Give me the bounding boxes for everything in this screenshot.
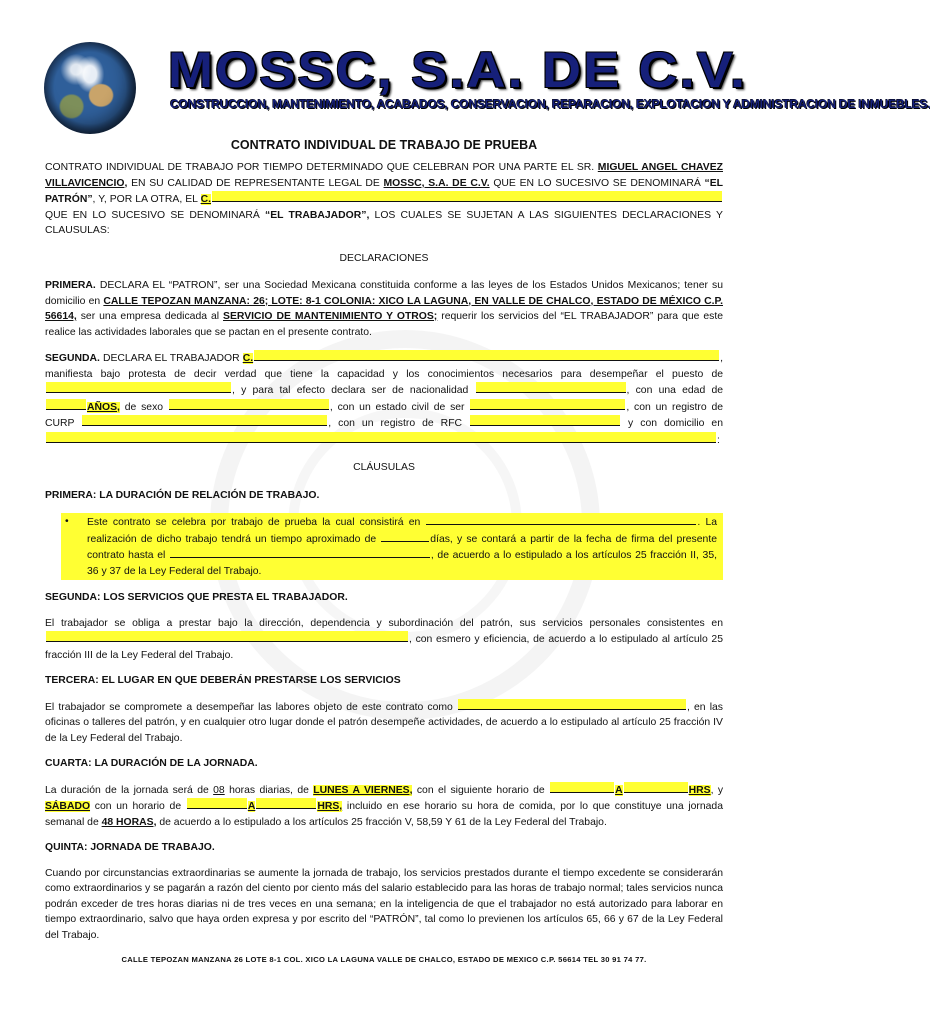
- globe-logo-icon: [44, 42, 136, 134]
- company-service: SERVICIO DE MANTENIMIENTO Y OTROS;: [223, 311, 438, 322]
- company-name: MOSSC, S.A. DE C.V.: [383, 177, 490, 189]
- segunda-text: , y para tal efecto declara ser de nacionalidad: [232, 385, 475, 396]
- clausula-primera-bullet: [61, 513, 723, 580]
- saturday-label: SÁBADO: [45, 801, 91, 812]
- worker-name-blank-2[interactable]: [254, 350, 719, 361]
- c4-text: con el siguiente horario de: [412, 784, 550, 796]
- intro-text: QUE EN LO SUCESIVO SE DENOMINARÁ: [489, 177, 705, 189]
- segunda-text: DECLARA EL TRABAJADOR: [99, 353, 243, 364]
- sat-start-blank[interactable]: [187, 798, 247, 809]
- trial-work-blank[interactable]: [426, 514, 696, 525]
- c4-text: incluido en ese horario su hora de comida, por lo que constituye una jornada semanal de: [45, 801, 723, 828]
- clausula-primera-heading: PRIMERA: LA DURACIÓN DE RELACIÓN DE TRABAJO.: [45, 489, 320, 501]
- primera-label: PRIMERA.: [45, 280, 96, 291]
- c4-text: de acuerdo a lo estipulado a los artículos 25 fracción V, 58,59 Y 61 de la Ley Federal del Trabajo.: [156, 816, 607, 828]
- intro-text: QUE EN LO SUCESIVO SE DENOMINARÁ: [45, 209, 266, 221]
- age-blank[interactable]: [46, 399, 86, 410]
- clausula-primera-text: Este contrato se celebra por trabajo de prueba la cual consistirá en . La realización de dicho trabajo tendrá un tiempo aproximado de días, y se contará a partir de la fecha de firma del presente contrato hasta el , de acuerdo a lo estipulado a los artículos 25 fracción II, 35, 36 y 37 de la Ley Federal del Trabajo.: [87, 514, 717, 579]
- clausula-tercera-heading: TERCERA: EL LUGAR EN QUE DEBERÁN PRESTARSE LOS SERVICIOS: [45, 675, 401, 686]
- declaracion-primera: [45, 278, 723, 340]
- daily-hours: 08: [213, 784, 225, 796]
- days-blank[interactable]: [381, 531, 429, 542]
- c1-text: días, y se contará a partir de la fecha de firma del presente contrato hasta el: [87, 533, 717, 561]
- segunda-text: , con una edad de: [626, 385, 723, 396]
- civil-status-blank[interactable]: [470, 399, 625, 410]
- clausula-cuarta-text: La duración de la jornada será de 08 horas diarias, de LUNES A VIERNES, con el siguiente horario de A HRS, y SÁBADO con un horario de A HRS, incluido en ese horario su hora de comida, por lo que constituye una jornada semanal de 48 HORAS, de acuerdo a lo estipulado a los artículos 25 fracción V, 58,59 Y 61 de la Ley Federal del Trabajo.: [45, 782, 723, 831]
- worker-name-blank[interactable]: [212, 191, 722, 202]
- address-blank[interactable]: [46, 432, 716, 443]
- clausula-segunda-heading: SEGUNDA: LOS SERVICIOS QUE PRESTA EL TRABAJADOR.: [45, 592, 348, 603]
- hrs-label: HRS: [688, 784, 711, 796]
- declaracion-segunda: SEGUNDA. DECLARA EL TRABAJADOR C. , manifiesta bajo protesta de decir verdad que tiene la capacidad y los conocimientos necesarios para desempeñar el puesto de , y para tal efecto declara ser de nacionalidad , con una edad de AÑOS, de sexo , con un estado civil de ser , con un registro de CURP , con un registro de RFC y con domicilio en :: [45, 350, 723, 448]
- trabajador-term: “EL TRABAJADOR”,: [265, 209, 370, 221]
- company-address: CALLE TEPOZAN MANZANA: 26; LOTE: 8-1 COLONIA: XICO LA LAGUNA, EN VALLE DE CHALCO, ESTADO DE MÉXICO C.P. 56614,: [45, 295, 723, 322]
- weekly-hours: 48 HORAS,: [101, 816, 157, 828]
- sex-blank[interactable]: [169, 399, 329, 410]
- c1-text: , de acuerdo a lo estipulado a los artículos 25 fracción II, 35, 36 y 37 de la Ley Federal del Trabajo.: [87, 550, 717, 577]
- segunda-text: , con un registro de CURP: [45, 401, 724, 429]
- c4-text: horas diarias, de: [224, 784, 314, 796]
- clausula-segunda-text: [45, 616, 723, 664]
- c3-text: , en las oficinas o talleres del patrón, y en cualquier otro lugar donde el patrón desempeñe actividades, de acuerdo a lo estipulado al artículo 25 fracción IV de la Ley Federal del Trabajo.: [45, 701, 723, 744]
- segunda-text: , con un registro de RFC: [328, 418, 470, 429]
- c2-text: El trabajador se obliga a prestar bajo la dirección, dependencia y subordinación del patrón, sus servicios personales consistentes en: [45, 617, 723, 629]
- representative-name: MIGUEL ANGEL CHAVEZ VILLAVICENCIO,: [45, 162, 723, 189]
- curp-blank[interactable]: [82, 415, 327, 426]
- job-title-blank[interactable]: [458, 699, 686, 710]
- rfc-blank[interactable]: [470, 415, 620, 426]
- nationality-blank[interactable]: [476, 382, 626, 393]
- c4-text: con un horario de: [90, 801, 186, 812]
- end-date-blank[interactable]: [170, 547, 430, 558]
- years-label: AÑOS,: [87, 401, 120, 413]
- bullet-icon: •: [65, 516, 69, 527]
- segunda-text: manifiesta bajo protesta de decir verdad que tiene la capacidad y los conocimientos necesarios para desempeñar el puesto de: [45, 368, 723, 380]
- clausula-cuarta-heading: CUARTA: LA DURACIÓN DE LA JORNADA.: [45, 758, 258, 769]
- primera-text: ser una empresa dedicada al: [76, 311, 224, 322]
- clausula-tercera-text: [45, 699, 723, 747]
- clausulas-title: CLÁUSULAS: [353, 462, 415, 473]
- end-time-blank[interactable]: [624, 782, 688, 793]
- segunda-text: de sexo: [119, 401, 168, 413]
- worker-prefix: C.: [200, 194, 211, 205]
- intro-text: EN SU CALIDAD DE REPRESENTANTE LEGAL DE: [127, 177, 384, 189]
- intro-text: LOS CUALES SE SUJETAN A LAS SIGUIENTES DECLARACIONES Y CLAUSULAS:: [45, 209, 723, 236]
- clausula-quinta-heading: QUINTA: JORNADA DE TRABAJO.: [45, 842, 215, 853]
- c2-text: , con esmero y eficiencia, de acuerdo a lo estipulado al artículo 25 fracción III de la Ley Federal del Trabajo.: [45, 634, 723, 661]
- document-body: [45, 160, 723, 953]
- c1-text: La realización de dicho trabajo tendrá un tiempo aproximado de: [87, 517, 717, 545]
- letterhead: [0, 0, 930, 135]
- declaraciones-title: DECLARACIONES: [339, 252, 429, 264]
- company-brand: MOSSC, S.A. DE C.V.: [168, 42, 748, 98]
- intro-paragraph: [45, 160, 723, 239]
- c4-text: La duración de la jornada será de: [45, 784, 214, 796]
- primera-text: DECLARA EL “PATRON”, ser una Sociedad Mexicana constituida conforme a las leyes de los Estados Unidos Mexicanos; tener su domicilio en: [45, 280, 723, 307]
- sat-end-blank[interactable]: [256, 798, 316, 809]
- c3-text: El trabajador se compromete a desempeñar las labores objeto de este contrato como: [45, 701, 457, 713]
- services-blank[interactable]: [46, 631, 408, 642]
- footer-address: CALLE TEPOZAN MANZANA 26 LOTE 8-1 COL. XICO LA LAGUNA VALLE DE CHALCO, ESTADO DE MEXICO C.P. 56614 TEL 30 91 74 77.: [121, 955, 647, 964]
- c4-text: y: [717, 784, 724, 796]
- work-days: LUNES A VIERNES,: [313, 784, 413, 796]
- patron-term: “EL PATRÓN”: [45, 177, 723, 205]
- clausula-quinta-text: Cuando por circunstancias extraordinarias se aumente la jornada de trabajo, los servicios prestados durante el tiempo excedente se considerarán como extraordinarios y se pagarán a razón del ciento por ciento más del salario establecido para las horas de trabajo normal; tales servicios nunca podrán exceder de tres horas diarias ni de tres veces en una semana; en la inteligencia de que el trabajador no está autorizado para laborar en tiempo extraordinario, salvo que haya orden expresa y por escrito del “PATRÓN”, tal como lo previenen los artículos 65, 66 y 67 de la Ley Federal del Trabajo.: [45, 867, 723, 941]
- time-separator: A: [615, 784, 623, 796]
- time-separator: A: [247, 801, 256, 812]
- c1-text: Este contrato se celebra por trabajo de prueba la cual consistirá en: [87, 517, 426, 528]
- segunda-text: y con domicilio en: [621, 418, 723, 429]
- segunda-text: , con un estado civil de ser: [329, 401, 470, 413]
- position-blank[interactable]: [46, 382, 231, 393]
- segunda-label: SEGUNDA.: [45, 353, 100, 364]
- start-time-blank[interactable]: [550, 782, 614, 793]
- intro-text: , Y, POR LA OTRA, EL: [92, 194, 201, 205]
- intro-text: CONTRATO INDIVIDUAL DE TRABAJO POR TIEMPO DETERMINADO QUE CELEBRAN POR UNA PARTE EL SR.: [45, 162, 598, 173]
- company-tagline: CONSTRUCCION, MANTENIMIENTO, ACABADOS, CONSERVACION, REPARACION, EXPLOTACION Y ADMINISTRACION DE INMUEBLES.: [170, 97, 930, 111]
- hrs-label: HRS,: [317, 801, 343, 812]
- primera-text: requerir los servicios del “EL TRABAJADOR” para que este realice las actividades laborales que se pactan en el presente contrato.: [45, 311, 723, 338]
- worker-prefix: C.: [242, 353, 254, 364]
- document-title: CONTRATO INDIVIDUAL DE TRABAJO DE PRUEBA: [230, 138, 538, 152]
